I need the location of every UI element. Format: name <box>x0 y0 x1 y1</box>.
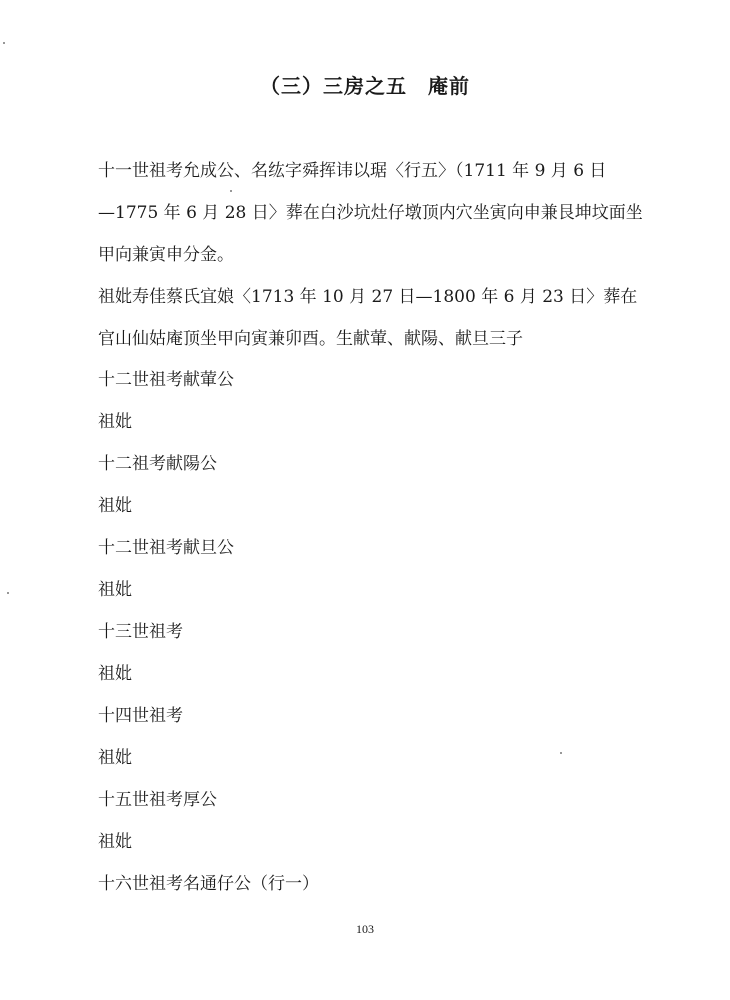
page-number: 103 <box>356 922 374 936</box>
entry-line: 祖妣 <box>98 580 132 600</box>
paragraph-line: 十一世祖考允成公、名纮字舜挥讳以琚〈行五〉（1711 年 9 月 6 日 <box>98 161 607 181</box>
page-title: （三）三房之五 庵前 <box>260 74 470 98</box>
entry-line: 祖妣 <box>98 748 132 768</box>
scan-speck <box>3 42 5 44</box>
paragraph-line: 祖妣寿佳蔡氏宜娘〈1713 年 10 月 27 日—1800 年 6 月 23 日〉葬在 <box>98 287 638 307</box>
entry-line: 祖妣 <box>98 832 132 852</box>
scan-speck <box>7 592 9 594</box>
entry-line: 祖妣 <box>98 412 132 432</box>
entry-line: 祖妣 <box>98 664 132 684</box>
entry-line: 十二祖考献陽公 <box>98 454 217 474</box>
entry-line: 祖妣 <box>98 496 132 516</box>
entry-line: 十二世祖考献旦公 <box>98 538 234 558</box>
entry-line: 十二世祖考献葷公 <box>98 370 234 390</box>
paragraph-line: —1775 年 6 月 28 日〉葬在白沙坑灶仔墩顶内穴坐寅向申兼艮坤坟面坐 <box>98 203 643 223</box>
scan-speck <box>230 190 232 192</box>
paragraph-line: 甲向兼寅申分金。 <box>98 245 234 265</box>
entry-line: 十五世祖考厚公 <box>98 790 217 810</box>
paragraph-ancestress <box>98 276 683 360</box>
paragraph-line: 官山仙姑庵顶坐甲向寅兼卯酉。生献葷、献陽、献旦三子 <box>98 329 523 349</box>
entry-line: 十六世祖考名通仔公（行一） <box>98 874 319 894</box>
entry-line: 十四世祖考 <box>98 706 183 726</box>
scan-speck <box>560 752 562 754</box>
paragraph-11th-generation <box>98 150 683 276</box>
entry-line: 十三世祖考 <box>98 622 183 642</box>
